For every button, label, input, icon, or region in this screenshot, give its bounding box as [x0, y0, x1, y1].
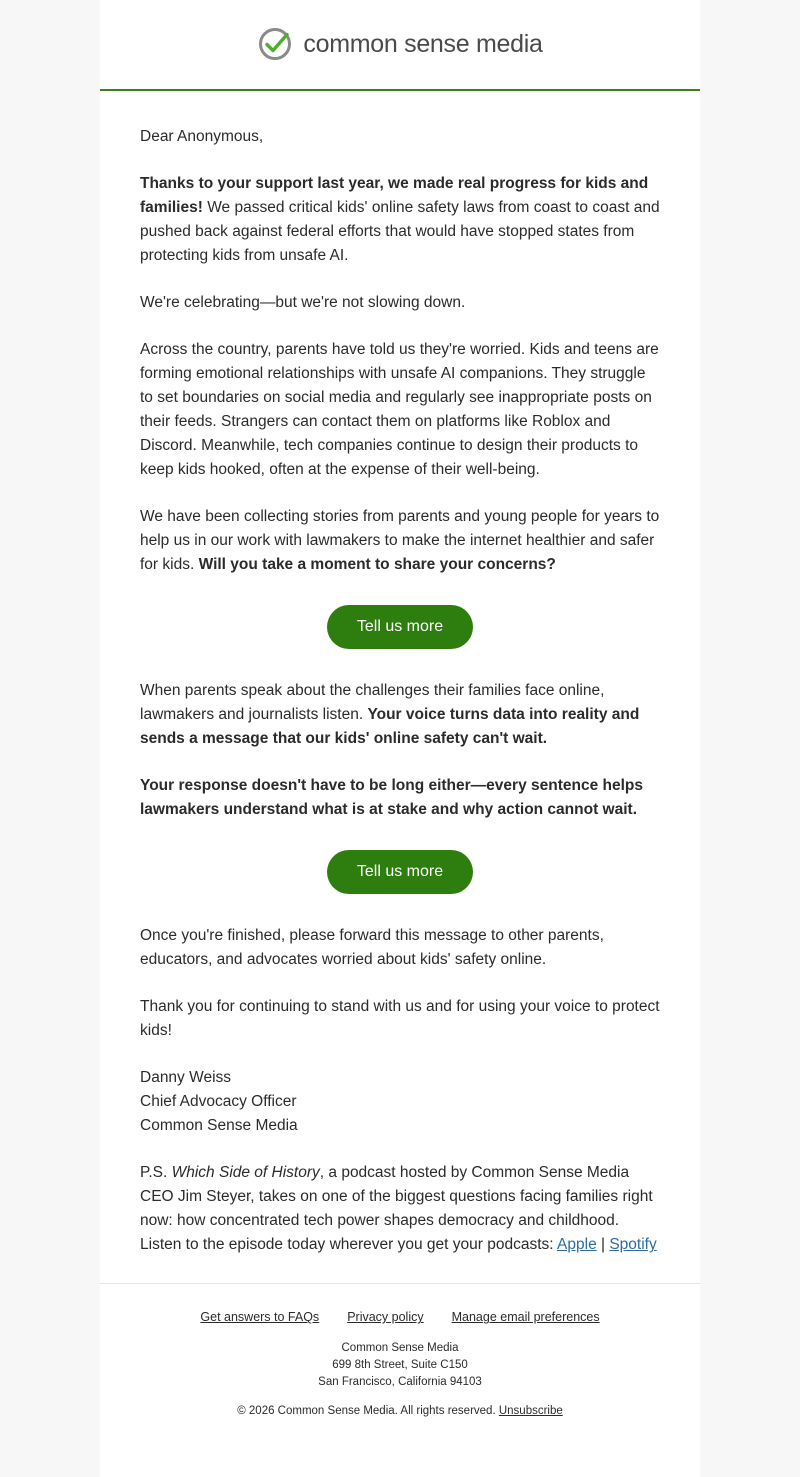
footer-address: [120, 1340, 680, 1390]
paragraph-lawmakers-plain: When parents speak about the challenges their families face online, lawmakers and journalists listen.: [140, 682, 605, 724]
tell-us-more-button-bottom[interactable]: Tell us more: [327, 850, 473, 894]
paragraph-celebrating: We're celebrating—but we're not slowing down.: [140, 294, 466, 312]
paragraph-progress-rest: We passed critical kids' online safety laws from coast to coast and pushed back against federal efforts that would have stopped states from protecting kids from unsafe AI.: [140, 199, 660, 265]
paragraph-stories-plain: We have been collecting stories from parents and young people for years to help us in our work with lawmakers to make the internet healthier and safer for kids.: [140, 508, 660, 574]
footer-address-line1: 699 8th Street, Suite C150: [332, 1359, 468, 1372]
brand-logo[interactable]: [257, 26, 542, 62]
footer-link-faqs[interactable]: Get answers to FAQs: [200, 1310, 320, 1325]
common-sense-check-circle-icon: [257, 26, 293, 62]
paragraph-progress: [140, 172, 660, 268]
footer-link-privacy-policy[interactable]: Privacy policy: [347, 1310, 424, 1325]
signature-block: [140, 1066, 660, 1138]
footer-copyright-text: © 2026 Common Sense Media. All rights reserved.: [237, 1404, 499, 1417]
apple-podcast-link[interactable]: Apple: [557, 1236, 597, 1254]
cta-container-secondary: [140, 850, 660, 894]
footer-address-line2: San Francisco, California 94103: [318, 1375, 482, 1388]
postscript-label: P.S.: [140, 1164, 172, 1182]
unsubscribe-link[interactable]: Unsubscribe: [498, 1404, 563, 1417]
cta-container-primary: [140, 605, 660, 649]
paragraph-concerns: Across the country, parents have told us they're worried. Kids and teens are forming emotional relationships with unsafe AI companions. They struggle to set boundaries on social media and regularly see inappropriate posts on their feeds. Strangers can contact them on platforms like Roblox and Discord. Meanwhile, tech companies continue to design their products to keep kids hooked, often at the expense of their well-being.: [140, 341, 659, 479]
brand-name: common sense media: [303, 29, 543, 58]
email-body: [100, 91, 700, 1284]
footer-links: [120, 1310, 680, 1324]
signature-org: Common Sense Media: [140, 1117, 298, 1135]
paragraph-lawmakers-listen: [140, 679, 660, 751]
postscript: [140, 1161, 660, 1257]
paragraph-forward: Once you're finished, please forward this message to other parents, educators, and advocates worried about kids' safety online.: [140, 927, 604, 969]
tell-us-more-button-top[interactable]: Tell us more: [327, 605, 473, 649]
footer-link-manage-email-preferences[interactable]: Manage email preferences: [451, 1310, 600, 1325]
footer-org: Common Sense Media: [341, 1342, 459, 1355]
greeting: Dear Anonymous,: [140, 128, 264, 145]
paragraph-stories-question: Will you take a moment to share your concerns?: [198, 556, 556, 574]
paragraph-progress-lead: Thanks to your support last year, we made real progress for kids and families!: [140, 175, 649, 217]
email-header: [100, 0, 700, 91]
paragraph-stories: [140, 505, 660, 577]
podcast-title: Which Side of History: [171, 1164, 320, 1182]
email-footer: [100, 1284, 700, 1450]
signature-title: Chief Advocacy Officer: [140, 1093, 297, 1111]
paragraph-response-length: [140, 774, 660, 822]
postscript-rest: , a podcast hosted by Common Sense Media CEO Jim Steyer, takes on one of the biggest questions facing families right now: how concentrated tech power shapes democracy and childhood. Listen to the episode today wherever you get your podcasts:: [140, 1164, 653, 1254]
signature-name: Danny Weiss: [140, 1069, 232, 1087]
footer-copyright-row: [120, 1405, 680, 1417]
link-separator: |: [596, 1236, 610, 1254]
paragraph-response-length-bold: Your response doesn't have to be long either—every sentence helps lawmakers understand what is at stake and why action cannot wait.: [140, 777, 643, 819]
email-container: [100, 0, 700, 1477]
paragraph-lawmakers-bold: Your voice turns data into reality and sends a message that our kids' online safety can't wait.: [140, 706, 640, 748]
spotify-podcast-link[interactable]: Spotify: [609, 1236, 657, 1254]
paragraph-thanks: Thank you for continuing to stand with us and for using your voice to protect kids!: [140, 998, 660, 1040]
